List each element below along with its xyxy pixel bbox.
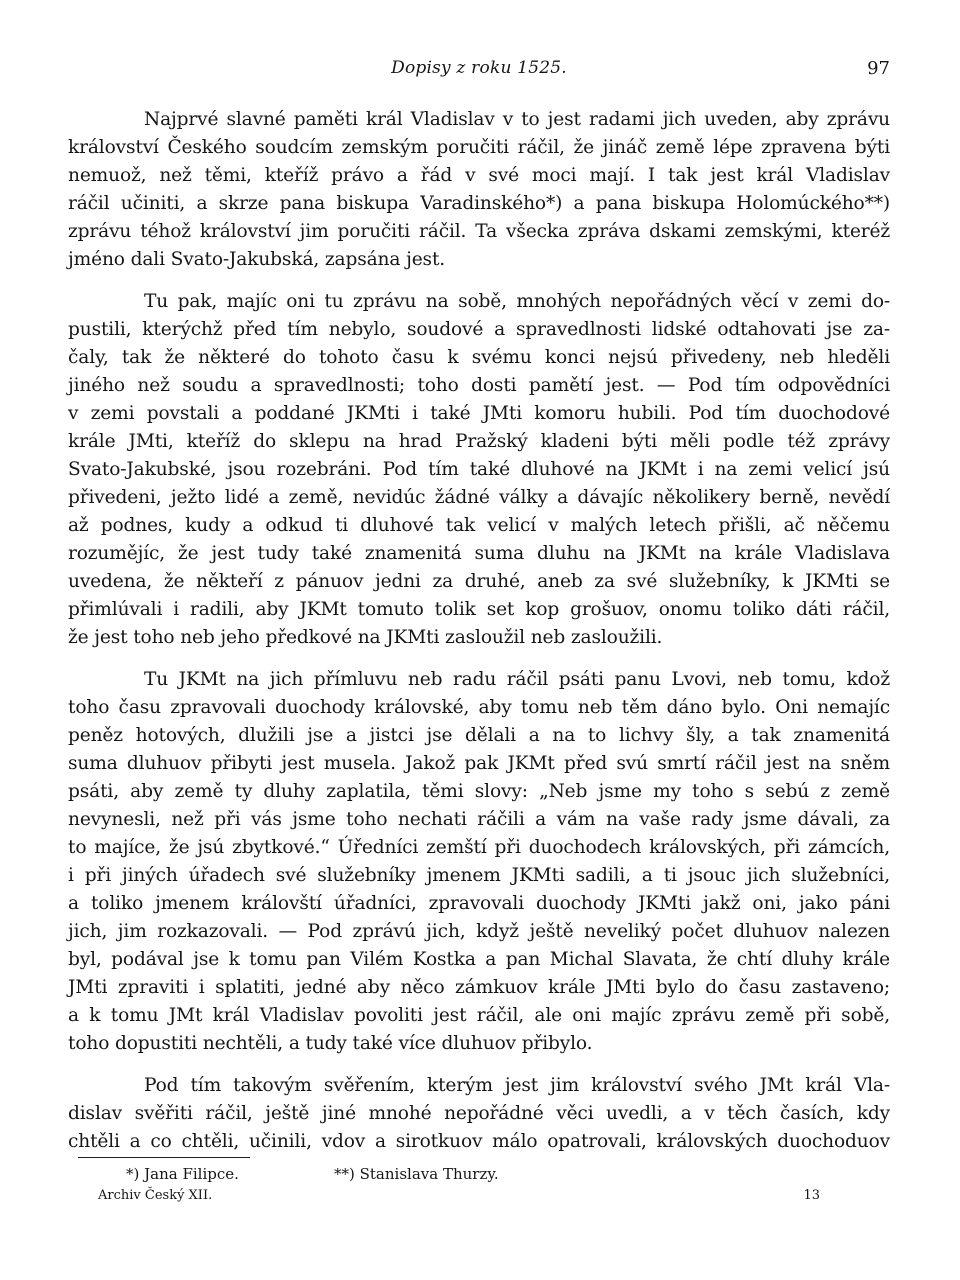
text-line: Pod tím takovým svěřením, kterým jest jim království svého JMt král Vla- xyxy=(144,1075,890,1096)
footnote-divider xyxy=(78,1157,250,1158)
text-line: rozumějíc, že jest tudy také znamenitá suma dluhu na JKMt na krále Vladislava xyxy=(68,543,890,564)
text-line: Najprvé slavné paměti král Vladislav v to jest radami jich uveden, aby zprávu xyxy=(144,109,890,130)
running-title: Dopisy z roku 1525. xyxy=(391,58,567,78)
footnote-2: **) Stanislava Thurzy. xyxy=(334,1165,499,1183)
text-line: nevynesli, než při vás jsme toho nechati ráčili a vám na vaše rady jsme dávali, za xyxy=(68,809,890,830)
paragraph-3 xyxy=(68,666,890,1058)
text-line: dislav svěřiti ráčil, ještě jiné mnohé nepořádné věci uvedli, a v těch časích, kdy xyxy=(68,1103,890,1124)
text-line: to majíce, že jsú zbytkové.“ Úředníci zemští při duochodech královských, při zámcích, xyxy=(68,837,890,858)
text-line: zprávu téhož království jim poručiti ráčil. Ta všecka zpráva dskami zemskými, kteréž xyxy=(68,221,890,242)
text-line: krále JMti, kteříž do sklepu na hrad Pražský kladeni býti měli podle též zprávy xyxy=(68,431,890,452)
paragraph-2 xyxy=(68,288,890,652)
page-number: 97 xyxy=(867,58,890,79)
text-line: přivedeni, ježto lidé a země, nevidúc žádné války a dávajíc několikery berně, nevědí xyxy=(68,487,890,508)
text-line: i při jiných úřadech své služebníky jmenem JKMti sadili, a ti jsouc jich služebníci, xyxy=(68,865,890,886)
text-line: uvedena, že někteří z pánuov jedni za druhé, aneb za své služebníky, k JKMti se xyxy=(68,571,890,592)
text-line: Tu JKMt na jich přímluvu neb radu ráčil psáti panu Lvovi, neb tomu, kdož xyxy=(144,669,890,690)
text-line: suma dluhuov přibyti jest musela. Jakož pak JKMt před svú smrtí ráčil jest na sněm xyxy=(68,753,890,774)
text-line: čaly, tak že některé do tohoto času k svému konci nejsú přivedeny, neb hleděli xyxy=(68,347,890,368)
text-line: Svato-Jakubské, jsou rozebráni. Pod tím také dluhové na JKMt i na zemi velicí jsú xyxy=(68,459,890,480)
paragraph-1 xyxy=(68,106,890,274)
footnote-1: *) Jana Filipce. xyxy=(126,1165,239,1183)
text-line: ráčil učiniti, a skrze pana biskupa Varadinského*) a pana biskupa Holomúckého**) xyxy=(68,193,890,214)
running-head xyxy=(68,58,890,88)
text-line: JMti zpraviti i splatiti, jedné aby něco zámkuov krále JMti bylo do času zastaveno; xyxy=(68,977,890,998)
text-line: přimlúvali i radili, aby JKMt tomuto tolik set kop grošuov, onomu toliko dáti ráčil, xyxy=(68,599,890,620)
text-line: že jest toho neb jeho předkové na JKMti zasloužil neb zasloužili. xyxy=(68,627,663,648)
text-line: království Českého soudcím zemským poručiti ráčil, že jináč země lépe zpravena býti xyxy=(68,137,890,158)
body-text xyxy=(68,106,890,1170)
text-line: psáti, aby země ty dluhy zaplatila, těmi slovy: „Neb jsme my toho s sebú z země xyxy=(68,781,890,802)
text-line: a k tomu JMt král Vladislav povoliti jest ráčil, ale oni majíc zprávu země při sobě, xyxy=(68,1005,890,1026)
text-line: peněz hotových, dlužili jse a jistci jse dělali a na to lichvy šly, a tak znamenitá xyxy=(68,725,890,746)
text-line: v zemi povstali a poddané JKMti i také JMti komoru hubili. Pod tím duochodové xyxy=(68,403,890,424)
text-line: a toliko jmenem královští úřadníci, zpravovali duochody JKMti jakž oni, jako páni xyxy=(68,893,890,914)
text-line: chtěli a co chtěli, učinili, vdov a sirotkuov málo opatrovali, královských duochoduov xyxy=(68,1131,890,1152)
text-line: toho dopustiti nechtěli, a tudy také více dluhuov přibylo. xyxy=(68,1033,593,1054)
signature-line xyxy=(98,1188,820,1210)
text-line: jiného než soudu a spravedlnosti; toho dosti pamětí jest. — Pod tím odpovědníci xyxy=(68,375,890,396)
signature-number: 13 xyxy=(803,1188,820,1203)
text-line: Tu pak, majíc oni tu zprávu na sobě, mnohých nepořádných věcí v zemi do- xyxy=(144,291,890,312)
paragraph-4 xyxy=(68,1072,890,1156)
text-line: pustili, kterýchž před tím nebylo, soudové a spravedlnosti lidské odtahovati jse za- xyxy=(68,319,890,340)
text-line: byl, podával jse k tomu pan Vilém Kostka a pan Michal Slavata, že chtí dluhy krále xyxy=(68,949,890,970)
text-line: jich, jim rozkazovali. — Pod zprávú jich, když ještě neveliký počet dluhuov nalezen xyxy=(68,921,890,942)
text-line: nemuož, než těmi, kteříž právo a řád v své moci mají. I tak jest král Vladislav xyxy=(68,165,890,186)
text-line: toho času zpravovali duochody královské, aby tomu neb těm dáno bylo. Oni nemajíc xyxy=(68,697,890,718)
text-line: až podnes, kudy a odkud ti dluhové tak velicí v malých letech přišli, ač něčemu xyxy=(68,515,890,536)
text-line: jméno dali Svato-Jakubská, zapsána jest. xyxy=(68,249,446,270)
archive-label: Archiv Český XII. xyxy=(98,1188,213,1203)
